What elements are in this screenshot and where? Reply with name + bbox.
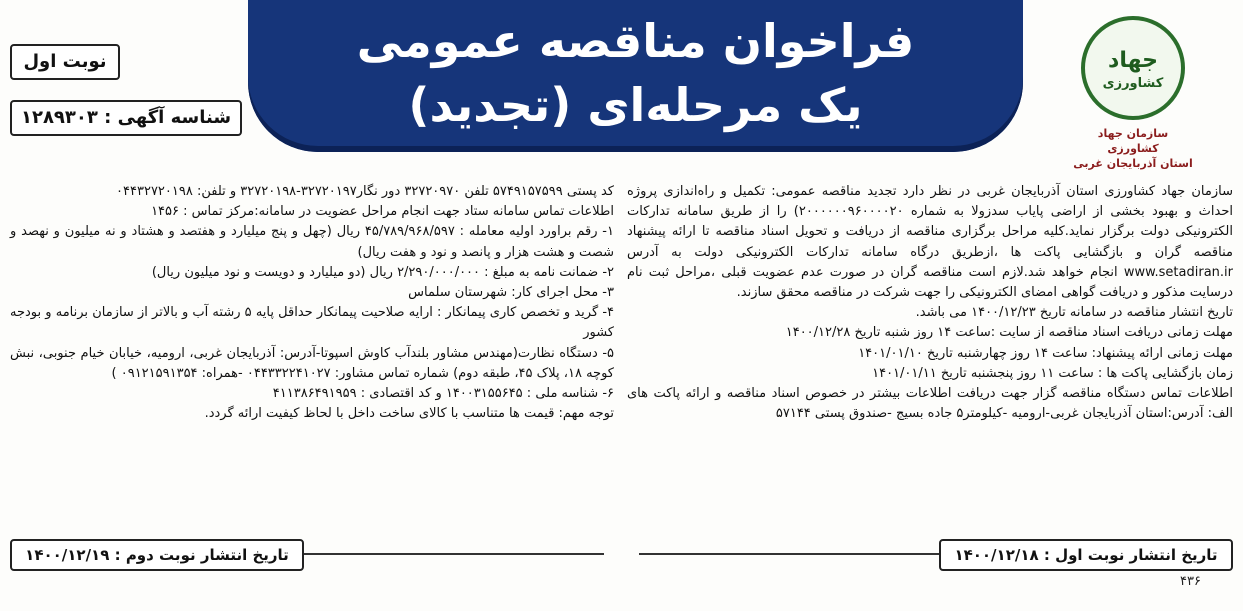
paragraph: اطلاعات تماس دستگاه مناقصه گزار جهت دریافت اطلاعات بیشتر در خصوص اسناد مناقصه و ارائه پاکت های الف: آدرس:استان آذربایجان غربی-ارومیه -کیلومتر۵ جاده بسیج -صندوق پستی ۵۷۱۴۴	[627, 386, 1233, 422]
logo-caption	[1073, 126, 1193, 171]
paragraph: تاریخ انتشار مناقصه در سامانه تاریخ ۱۴۰۰/۱۲/۲۳ می باشد.	[915, 305, 1233, 321]
logo-caption-line-2: استان آذربایجان غربی	[1073, 157, 1193, 170]
paragraph: مهلت زمانی دریافت اسناد مناقصه از سایت :ساعت ۱۴ روز شنبه تاریخ ۱۴۰۰/۱۲/۲۸	[785, 325, 1233, 341]
page-number: ۴۳۶	[1180, 574, 1201, 589]
divider	[304, 553, 604, 555]
paragraph: ۵- دستگاه نظارت(مهندس مشاور بلندآب کاوش اسپوتا-آدرس: آذربایجان غربی، ارومیه، خیابان خیام جنوبی، نبش کوچه ۱۸، پلاک ۴۵، طبقه دوم) شماره تماس مشاور: ۰۴۴۳۳۲۲۴۱۰۲۷ -همراه: ۰۹۱۲۱۵۹۱۳۵۴ )	[10, 345, 614, 381]
paragraph: سازمان جهاد کشاورزی استان آذربایجان غربی در نظر دارد تجدید مناقصه عمومی: تکمیل و راه‌اندازی پروژه احداث و بهبود بخشی از اراضی پایاب سدزولا به شماره ۲۰۰۰۰۰۰۹۶۰۰۰۰۲۰) را از طریق سامانه تدارکات الکترونیکی دولت برگزار نماید.کلیه مراحل برگزاری مناقصه از دریافت و تحویل اسناد مناقصه تا ارائه پیشنهاد مناقصه گران و بازگشایی پاکت ها ،ازطریق درگاه سامانه تدارکات الکترونیکی دولت به آدرس www.setadiran.ir انجام خواهد شد.لازم است مناقصه گران در صورت عدم عضویت قبلی ،مراحل ثبت نام درسایت مذکور و دریافت گواهی امضای الکترونیکی را جهت شرکت در مناقصه محقق سازند.	[627, 184, 1234, 301]
logo-subtext: کشاورزی	[1102, 76, 1164, 91]
divider	[639, 553, 939, 555]
organization-logo	[1073, 16, 1193, 170]
paragraph: ۳- محل اجرای کار: شهرستان سلماس	[408, 285, 614, 301]
logo-text: جهاد	[1108, 48, 1158, 73]
paragraph: مهلت زمانی ارائه پیشنهاد: ساعت ۱۴ روز چهارشنبه تاریخ ۱۴۰۱/۰۱/۱۰	[858, 345, 1233, 361]
paragraph: اطلاعات تماس سامانه ستاد جهت انجام مراحل عضویت در سامانه:مرکز تماس : ۱۴۵۶	[151, 204, 614, 220]
first-publish-date: تاریخ انتشار نوبت اول : ۱۴۰۰/۱۲/۱۸	[939, 539, 1233, 571]
title-line-1: فراخوان مناقصه عمومی	[356, 14, 915, 68]
second-publish-date: تاریخ انتشار نوبت دوم : ۱۴۰۰/۱۲/۱۹	[10, 539, 304, 571]
title-banner	[248, 0, 1023, 152]
ad-id-label: شناسه آگهی : ۱۲۸۹۳۰۳	[10, 100, 242, 136]
title-line-2: یک مرحله‌ای (تجدید)	[408, 78, 863, 132]
logo-caption-line-1: سازمان جهاد کشاورزی	[1097, 127, 1169, 155]
jahad-logo-icon	[1081, 16, 1185, 120]
paragraph: زمان بازگشایی پاکت ها : ساعت ۱۱ روز پنجشنبه تاریخ ۱۴۰۱/۰۱/۱۱	[872, 365, 1233, 381]
round-label: نوبت اول	[10, 44, 120, 80]
paragraph: کد پستی ۵۷۴۹۱۵۷۵۹۹ تلفن ۳۲۷۲۰۹۷۰ دور نگار۳۲۷۲۰۱۹۷-۳۲۷۲۰۱۹۸ و تلفن: ۰۴۴۳۲۷۲۰۱۹۸	[116, 184, 614, 199]
right-column	[627, 182, 1233, 424]
paragraph: توجه مهم: قیمت ها متناسب با کالای ساخت داخل با لحاظ کیفیت ارائه گردد.	[204, 406, 614, 422]
paragraph: ۱- رقم براورد اولیه معامله : ۴۵/۷۸۹/۹۶۸/۵۹۷ ریال (چهل و پنج میلیارد و هفتصد و هشتاد و نه میلیون و نهصد و شصت و هشت هزار و پانصد و نود و هفت ریال)	[10, 224, 614, 260]
left-column	[10, 182, 614, 424]
paragraph: ۶- شناسه ملی : ۱۴۰۰۳۱۵۵۶۴۵ و کد اقتصادی : ۴۱۱۳۸۶۴۹۱۹۵۹	[272, 386, 614, 402]
paragraph: ۲- ضمانت نامه به مبلغ : ۲/۲۹۰/۰۰۰/۰۰۰ ریال (دو میلیارد و دویست و نود میلیون ریال)	[151, 264, 614, 280]
paragraph: ۴- گرید و تخصص کاری پیمانکار : ارایه صلاحیت پیمانکار حداقل پایه ۵ رشته آب و بالاتر از سازمان برنامه و بودجه کشور	[10, 305, 615, 341]
